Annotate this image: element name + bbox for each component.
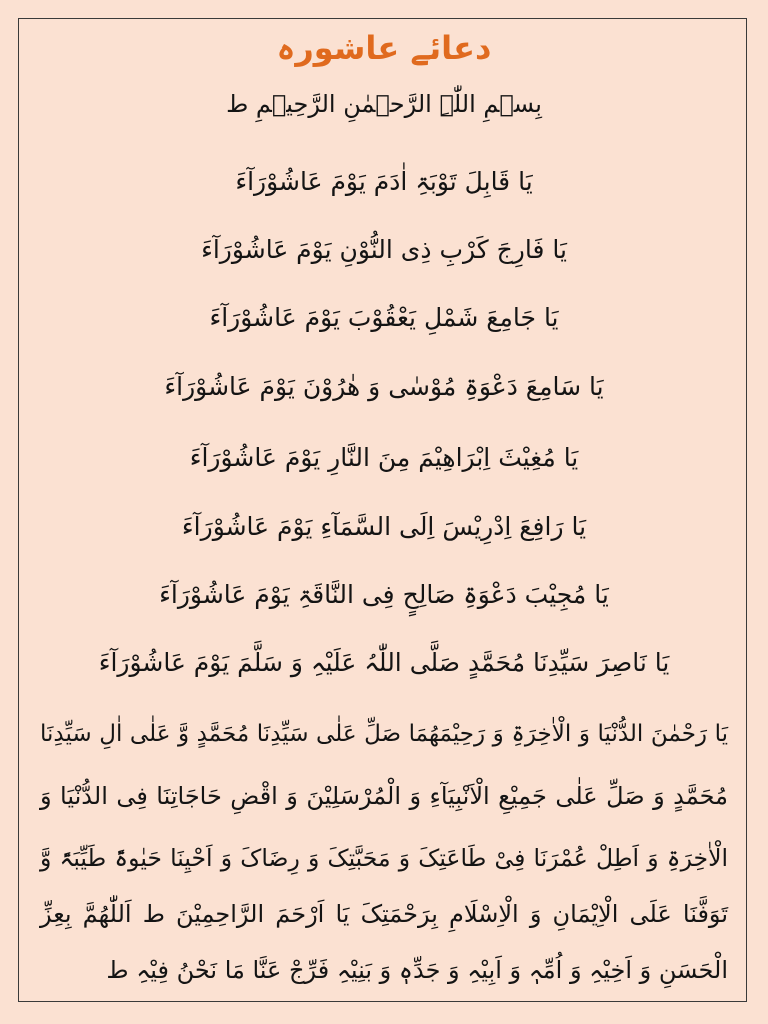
invocation-line-3: یَا جَامِعَ شَمْلِ یَعْقُوْبَ یَوْمَ عَاشُوْرَآءَ	[209, 303, 559, 332]
invocation-line-6: یَا رَافِعَ اِدْرِیْسَ اِلَی السَّمَآءِ یَوْمَ عَاشُوْرَآءَ	[181, 512, 587, 541]
invocation-line-2: یَا فَارِجَ کَرْبِ ذِی النُّوْنِ یَوْمَ عَاشُوْرَآءَ	[201, 235, 567, 264]
invocation-line-7: یَا مُجِیْبَ دَعْوَۃِ صَالِحٍ فِی النَّاقَۃِ یَوْمَ عَاشُوْرَآءَ	[159, 580, 609, 609]
final-paragraph-line-2: مُحَمَّدٍ وَ صَلِّ عَلٰی جَمِیْعِ الْاَنْبِیَآءِ وَ الْمُرْسَلِیْنَ وَ اقْضِ حَاجَاتِنَا فِی الدُّنْیَا وَ	[40, 782, 728, 810]
invocation-line-1: یَا قَابِلَ تَوْبَۃِ اٰدَمَ یَوْمَ عَاشُوْرَآءَ	[235, 167, 533, 196]
bismillah-line: بِسۡمِ اللّٰہِ الرَّحۡمٰنِ الرَّحِیۡمِ ط	[226, 90, 542, 118]
final-paragraph-line-4: تَوَفَّنَا عَلَی الْاِیْمَانِ وَ الْاِسْلَامِ بِرَحْمَتِکَ یَا اَرْحَمَ الرَّاحِمِیْنَ ط اَللّٰھُمَّ بِعِزِّ	[40, 900, 728, 928]
invocation-line-4: یَا سَامِعَ دَعْوَۃِ مُوْسٰی وَ ھٰرُوْنَ یَوْمَ عَاشُوْرَآءَ	[164, 372, 604, 401]
invocation-line-8: یَا نَاصِرَ سَیِّدِنَا مُحَمَّدٍ صَلَّی اللّٰہُ عَلَیْہِ وَ سَلَّمَ یَوْمَ عَاشُوْرَآءَ	[98, 648, 670, 677]
final-paragraph-line-3: الْاٰخِرَۃِ وَ اَطِلْ عُمْرَنَا فِیْ طَاعَتِکَ وَ مَحَبَّتِکَ وَ رِضَاکَ وَ اَحْیِنَا حَیٰوۃً طَیِّبَۃً وَّ	[40, 844, 728, 872]
invocation-line-5: یَا مُغِیْثَ اِبْرَاھِیْمَ مِنَ النَّارِ یَوْمَ عَاشُوْرَآءَ	[189, 443, 579, 472]
final-paragraph-line-5: الْحَسَنِ وَ اَخِیْہِ وَ اُمِّہٖ وَ اَبِیْہِ وَ جَدِّہٖ وَ بَنِیْہِ فَرِّجْ عَنَّا مَا نَحْنُ فِیْہِ ط	[106, 956, 728, 984]
final-paragraph-line-1: یَا رَحْمٰنَ الدُّنْیَا وَ الْاٰخِرَۃِ وَ رَحِیْمَھُمَا صَلِّ عَلٰی سَیِّدِنَا مُحَمَّدٍ وَّ عَلٰی اٰلِ سَیِّدِنَا	[40, 721, 728, 747]
page-title: دعائے عاشورہ	[276, 29, 492, 67]
